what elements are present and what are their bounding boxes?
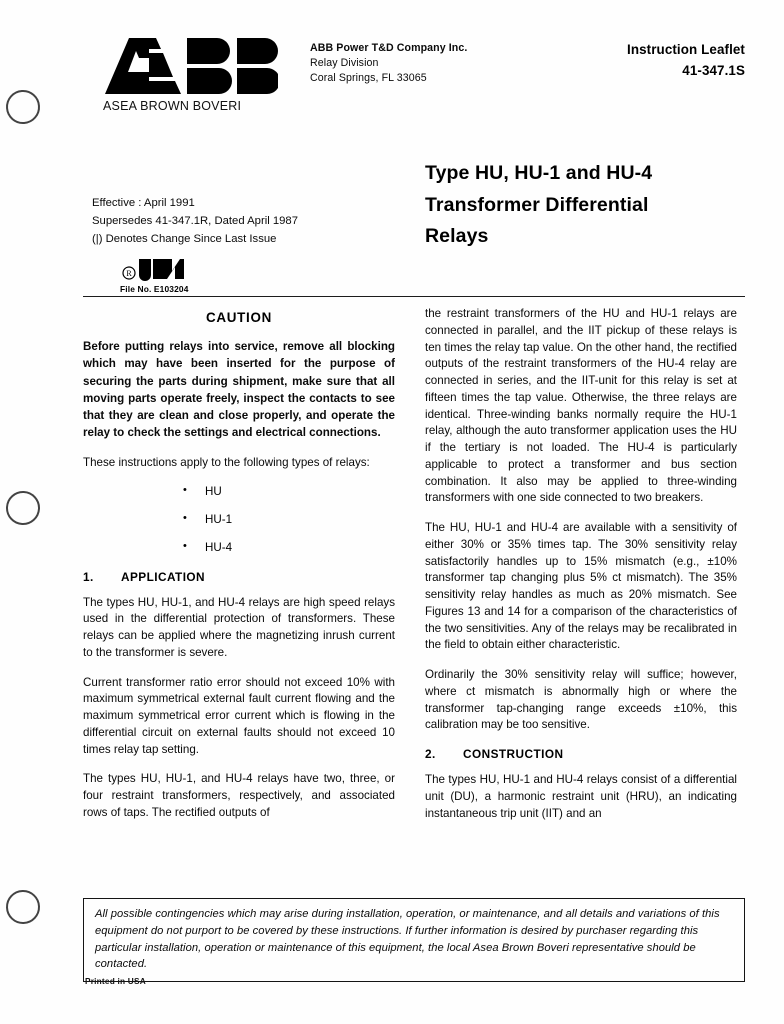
page-title xyxy=(425,158,745,253)
page-title-line-1: Type HU, HU-1 and HU-4 xyxy=(425,162,653,184)
hole-punch-icon xyxy=(5,889,40,924)
body-columns xyxy=(83,306,745,884)
caution-text: Before putting relays into service, remove all blocking which may have been inserted for the purpose of securing the parts during shipment, make sure that all moving parts operate freely, inspect the contacts to see that they are clean and close properly, and operate the relay to check the settings and electrical connections. xyxy=(83,340,395,440)
abb-wordmark-icon xyxy=(103,36,278,98)
paragraph: The types HU, HU-1, and HU-4 relays have two, three, or four restraint transformers, respectively, and associated rows of taps. The rectified outputs of xyxy=(83,772,395,819)
company-city: Coral Springs, FL 33065 xyxy=(310,72,427,85)
hole-punch-icon xyxy=(5,89,41,125)
legal-notice-text: All possible contingencies which may arise during installation, operation, or maintenance, and all details and variations of this equipment do not purport to be covered by these instructions. If further information is desired by purchaser regarding this particular installation, operation or maintenance of this equipment, the local Asea Brown Boveri representative should be contacted. xyxy=(95,908,720,971)
paragraph: The types HU, HU-1, and HU-4 relays are high speed relays used in the differential protection of transformers. These relays can be applied where the magnetizing inrush current to the transformer is severe. xyxy=(83,595,395,659)
paragraph: Ordinarily the 30% sensitivity relay will suffice; however, where ct mismatch is abnormally high or where the transformer tap-changing range exceeds ±10%, this calibration may be too sensitive. xyxy=(425,668,737,732)
legal-notice-box xyxy=(83,898,745,982)
relay-type-list xyxy=(83,484,395,555)
page-title-line-2: Transformer Differential xyxy=(425,193,649,216)
page-title-line-3: Relays xyxy=(425,225,489,248)
section-number: 1. xyxy=(83,569,94,584)
ul-file-number: File No. E103204 xyxy=(120,284,189,294)
change-note: (|) Denotes Change Since Last Issue xyxy=(92,232,277,245)
company-address xyxy=(310,41,467,86)
list-item: • HU xyxy=(183,484,395,499)
hole-punch-icon xyxy=(5,490,41,526)
ul-listing-mark xyxy=(122,256,189,294)
ul-logo-icon xyxy=(122,256,184,282)
company-division: Relay Division xyxy=(310,57,379,70)
intro-text: These instructions apply to the following types of relays: xyxy=(83,455,370,469)
list-item: • HU-4 xyxy=(183,540,395,555)
abb-logo xyxy=(103,36,278,113)
printed-in-label: Printed in USA xyxy=(85,976,146,986)
section-title: APPLICATION xyxy=(121,569,206,584)
caution-heading: CAUTION xyxy=(206,310,272,325)
paragraph: the restraint transformers of the HU and HU-1 relays are connected in parallel, and the IIT pickup of these relays is ten times the relay tap value. On the other hand, the rectified outputs of the restraint transformers of the HU-4 relay are connected in series, and the IIT-unit for this relay is set at fifteen times the tap value. Otherwise, the three relays are identical. Three-winding banks normally require the HU-1 relay, although the auto transformer application uses the HU if the tertiary is not loaded. The HU-4 is particularly applicable to protect a transformer and bus section combination. It also may be applied to three-winding transformers with one side connected to two breakers. xyxy=(425,307,737,505)
section-heading-construction xyxy=(425,747,737,761)
right-column xyxy=(425,306,737,884)
paragraph: Current transformer ratio error should not exceed 10% with maximum symmetrical external fault current flowing and the maximum symmetrical error current which is flowing in the differential circuit on external faults should not exceed 10 times relay tap setting. xyxy=(83,675,395,756)
section-title: CONSTRUCTION xyxy=(463,747,564,761)
effective-date: Effective : April 1991 xyxy=(92,197,195,209)
leaflet-number: 41-347.1S xyxy=(682,62,745,78)
section-number: 2. xyxy=(425,747,436,761)
leaflet-label: Instruction Leaflet xyxy=(627,42,745,57)
company-name: ABB Power T&D Company Inc. xyxy=(310,42,468,54)
revision-block xyxy=(92,195,392,249)
left-column xyxy=(83,306,395,884)
list-item: • HU-1 xyxy=(183,512,395,527)
abb-tagline: ASEA BROWN BOVERI xyxy=(103,99,242,113)
supersedes-note: Supersedes 41-347.1R, Dated April 1987 xyxy=(92,214,298,227)
header-divider xyxy=(83,296,745,297)
masthead xyxy=(83,34,745,144)
paragraph: The types HU, HU-1 and HU-4 relays consist of a differential unit (DU), a harmonic restraint unit (HRU), an indicating instantaneous trip unit (IIT) and an xyxy=(425,773,737,820)
paragraph: The HU, HU-1 and HU-4 are available with a sensitivity of either 30% or 35% times tap. The 30% sensitivity relay satisfactorily handles up to 15% mismatch (e.g., ±10% transformer tap changing plus 5% ct mismatch). The 35% sensitivity relay handles as much as 20% mismatch. See Figures 13 and 14 for a comparison of the characteristics of the two sensitivities. Any of the relays may be recalibrated in the field to obtain either characteristic. xyxy=(425,521,737,652)
svg-text:R: R xyxy=(126,269,132,278)
section-heading-application xyxy=(83,570,395,584)
leaflet-identifier xyxy=(627,40,745,82)
